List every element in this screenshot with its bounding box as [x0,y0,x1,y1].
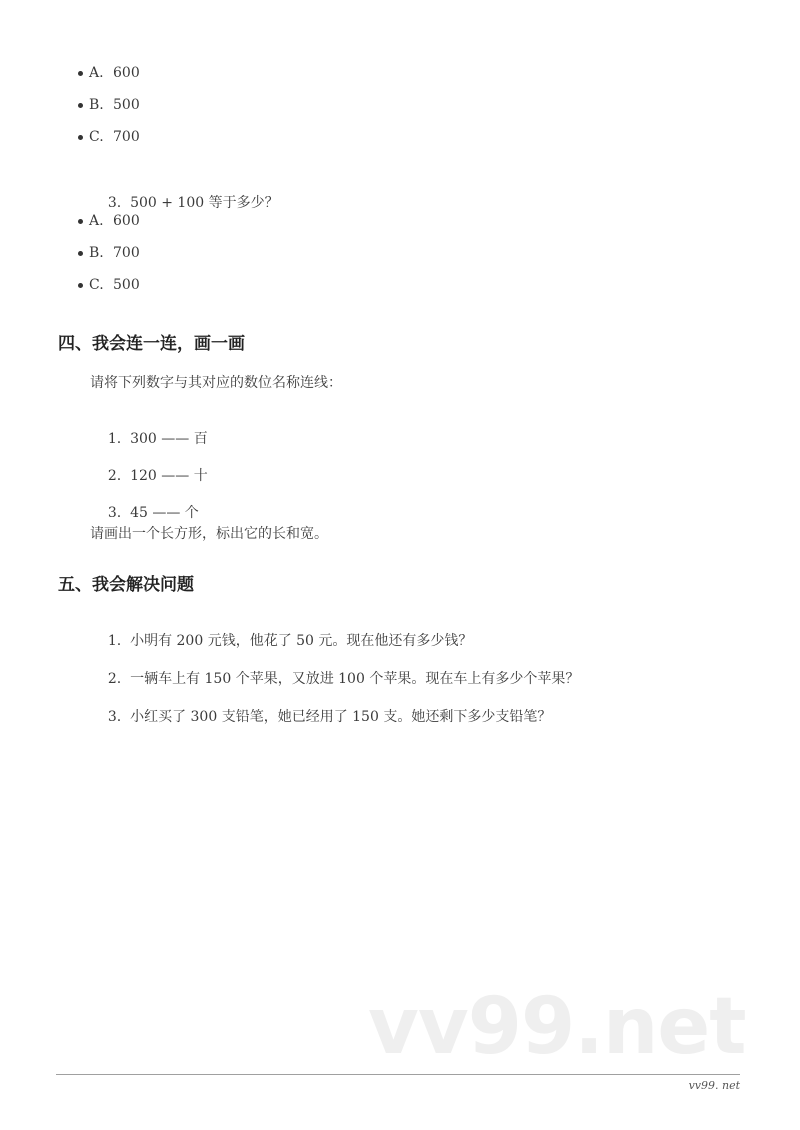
bullet-icon [78,219,83,224]
draw-instruction: 请画出一个长方形，标出它的长和宽。 [90,526,328,542]
item-number: 1. [107,633,122,649]
bullet-icon [78,283,83,288]
option-item [78,276,140,294]
item-text: 120 —— 十 [130,468,208,484]
option-value: 600 [113,65,140,81]
option-value: 500 [113,97,140,113]
option-value: 500 [113,277,140,293]
item-number: 1. [107,431,122,447]
bullet-icon [78,251,83,256]
section-5-title: 五、我会解决问题 [58,575,194,595]
question-number: 3. [107,195,122,211]
option-value: 700 [113,129,140,145]
option-letter: A. [89,213,104,229]
item-text: 300 —— 百 [130,431,208,447]
option-letter: A. [89,65,104,81]
option-item [78,212,140,230]
item-number: 2. [107,671,122,687]
option-letter: B. [89,97,104,113]
bullet-icon [78,71,83,76]
bullet-icon [78,103,83,108]
option-item [78,96,140,114]
option-item [78,128,140,146]
item-text: 一辆车上有 150 个苹果，又放进 100 个苹果。现在车上有多少个苹果？ [130,671,580,687]
section-4-title: 四、我会连一连，画一画 [58,334,245,354]
item-text: 小明有 200 元钱，他花了 50 元。现在他还有多少钱？ [130,633,473,649]
question-text: 500 + 100 等于多少？ [130,195,279,211]
section-4-instruction: 请将下列数字与其对应的数位名称连线： [90,375,342,391]
footer-divider [56,1074,740,1075]
problem-item [90,690,551,744]
footer-label: vv99. net [688,1079,740,1092]
item-number: 3. [107,709,122,725]
item-number: 2. [107,468,122,484]
item-text: 小红买了 300 支铅笔，她已经用了 150 支。她还剩下多少支铅笔？ [130,709,552,725]
option-letter: C. [89,129,104,145]
option-letter: B. [89,245,104,261]
option-item [78,64,140,82]
option-value: 600 [113,213,140,229]
option-value: 700 [113,245,140,261]
item-number: 3. [107,505,122,521]
option-letter: C. [89,277,104,293]
watermark: vv99.net [368,982,746,1072]
bullet-icon [78,135,83,140]
item-text: 45 —— 个 [130,505,199,521]
option-item [78,244,140,262]
